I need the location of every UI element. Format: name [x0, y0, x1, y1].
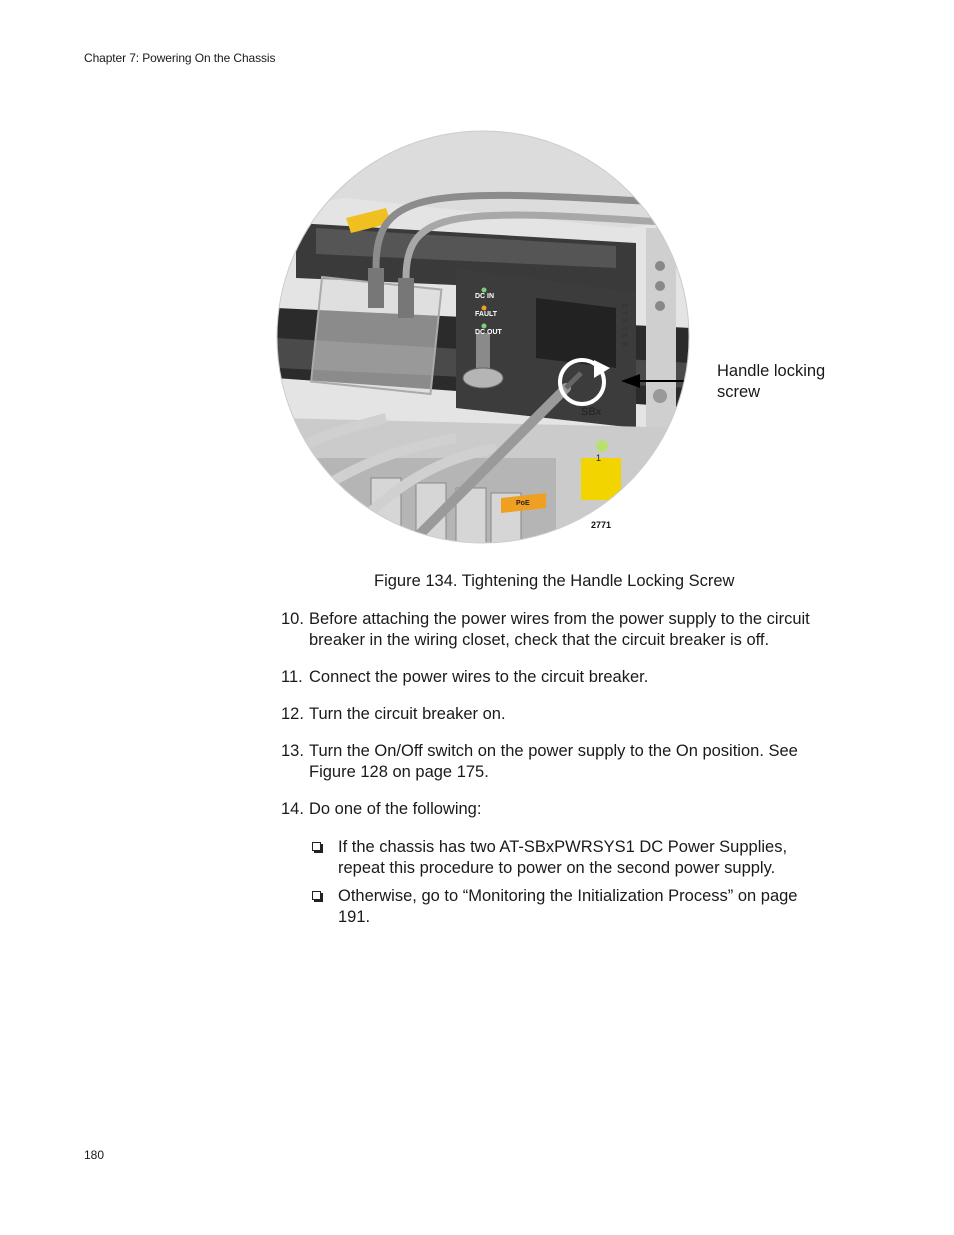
- chapter-header: Chapter 7: Powering On the Chassis: [84, 51, 276, 65]
- list-item: Otherwise, go to “Monitoring the Initialization Process” on page 191.: [310, 886, 830, 928]
- list-item: If the chassis has two AT-SBxPWRSYS1 DC Power Supplies, repeat this procedure to power on the second power supply.: [310, 837, 830, 879]
- power-supply-illustration: [276, 128, 692, 548]
- led-label-fault: FAULT: [475, 311, 498, 318]
- procedure-steps: [281, 609, 841, 836]
- checkbox-bullet-icon: [312, 891, 321, 900]
- checkbox-bullet-icon: [312, 842, 321, 851]
- figure-caption: Figure 134. Tightening the Handle Locking Screw: [374, 572, 735, 590]
- handle-locking-screw-callout: Handle locking screw: [717, 362, 826, 401]
- module-label: SBx: [581, 406, 602, 418]
- step-11: 11. Connect the power wires to the circuit breaker.: [281, 668, 649, 686]
- slot-number: 1: [596, 453, 602, 463]
- option-list: [310, 837, 830, 935]
- step-10: 10. Before attaching the power wires from the power supply to the circuit breaker in the wiring closet, check that the circuit breaker is off.: [281, 610, 810, 649]
- led-label-dc-out: DC OUT: [475, 329, 502, 336]
- poe-label: PoE: [516, 500, 530, 507]
- system-label: SYSTEM: [620, 303, 628, 350]
- step-14: 14. Do one of the following:: [281, 800, 482, 818]
- figure-id: 2771: [591, 520, 612, 530]
- step-12: 12. Turn the circuit breaker on.: [281, 705, 506, 723]
- step-13: 13. Turn the On/Off switch on the power supply to the On position. See Figure 128 on page 175.: [281, 742, 798, 781]
- led-label-dc-in: DC IN: [475, 293, 495, 300]
- page-number: 180: [84, 1148, 105, 1162]
